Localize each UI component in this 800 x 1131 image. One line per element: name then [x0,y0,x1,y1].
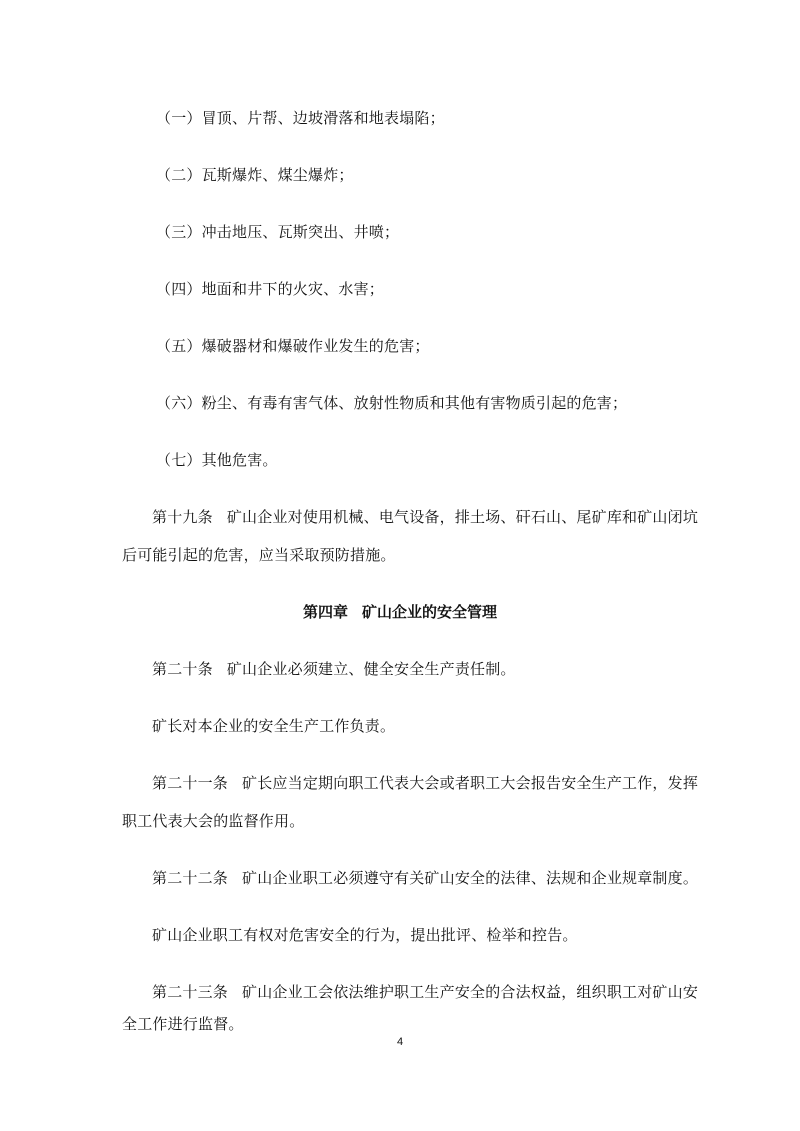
article-20-text: 矿山企业必须建立、健全安全生产责任制。 [226,660,516,678]
page-number: 4 [396,1036,404,1048]
article-21-continuation: 职工代表大会的监督作用。 [122,812,305,830]
article-19 [152,507,698,527]
article-20-paragraph-2: 矿长对本企业的安全生产工作负责。 [152,717,396,735]
article-21-text: 矿长应当定期向职工代表大会或者职工大会报告安全生产工作，发挥 [242,774,699,792]
article-19-text: 矿山企业对使用机械、电气设备，排土场、矸石山、尾矿库和矿山闭坑 [226,508,699,526]
article-19-continuation: 后可能引起的危害，应当采取预防措施。 [122,546,396,564]
article-21-label: 第二十一条 [152,774,229,792]
hazard-item-7: （七）其他危害。 [156,451,278,469]
hazard-item-1: （一）冒顶、片帮、边坡滑落和地表塌陷； [156,109,445,127]
article-23-continuation: 全工作进行监督。 [122,1015,244,1033]
hazard-item-6: （六）粉尘、有毒有害气体、放射性物质和其他有害物质引起的危害； [156,394,628,412]
chapter-heading [0,602,800,622]
article-22-label: 第二十二条 [152,869,229,887]
article-22-paragraph-2: 矿山企业职工有权对危害安全的行为，提出批评、检举和控告。 [152,926,578,944]
hazard-item-3: （三）冲击地压、瓦斯突出、井喷； [156,223,400,241]
article-23-label: 第二十三条 [152,983,229,1001]
chapter-label: 第四章 [302,603,348,621]
article-22 [152,868,698,888]
article-22-text: 矿山企业职工必须遵守有关矿山安全的法律、法规和企业规章制度。 [242,869,699,887]
article-21 [152,773,698,793]
article-20 [152,659,516,679]
article-23 [152,982,698,1002]
chapter-title: 矿山企业的安全管理 [362,603,498,621]
article-23-text: 矿山企业工会依法维护职工生产安全的合法权益，组织职工对矿山安 [242,983,699,1001]
article-20-label: 第二十条 [152,660,213,678]
hazard-item-2: （二）瓦斯爆炸、煤尘爆炸； [156,166,354,184]
article-19-label: 第十九条 [152,508,213,526]
hazard-item-5: （五）爆破器材和爆破作业发生的危害； [156,337,430,355]
hazard-item-4: （四）地面和井下的火灾、水害； [156,280,385,298]
